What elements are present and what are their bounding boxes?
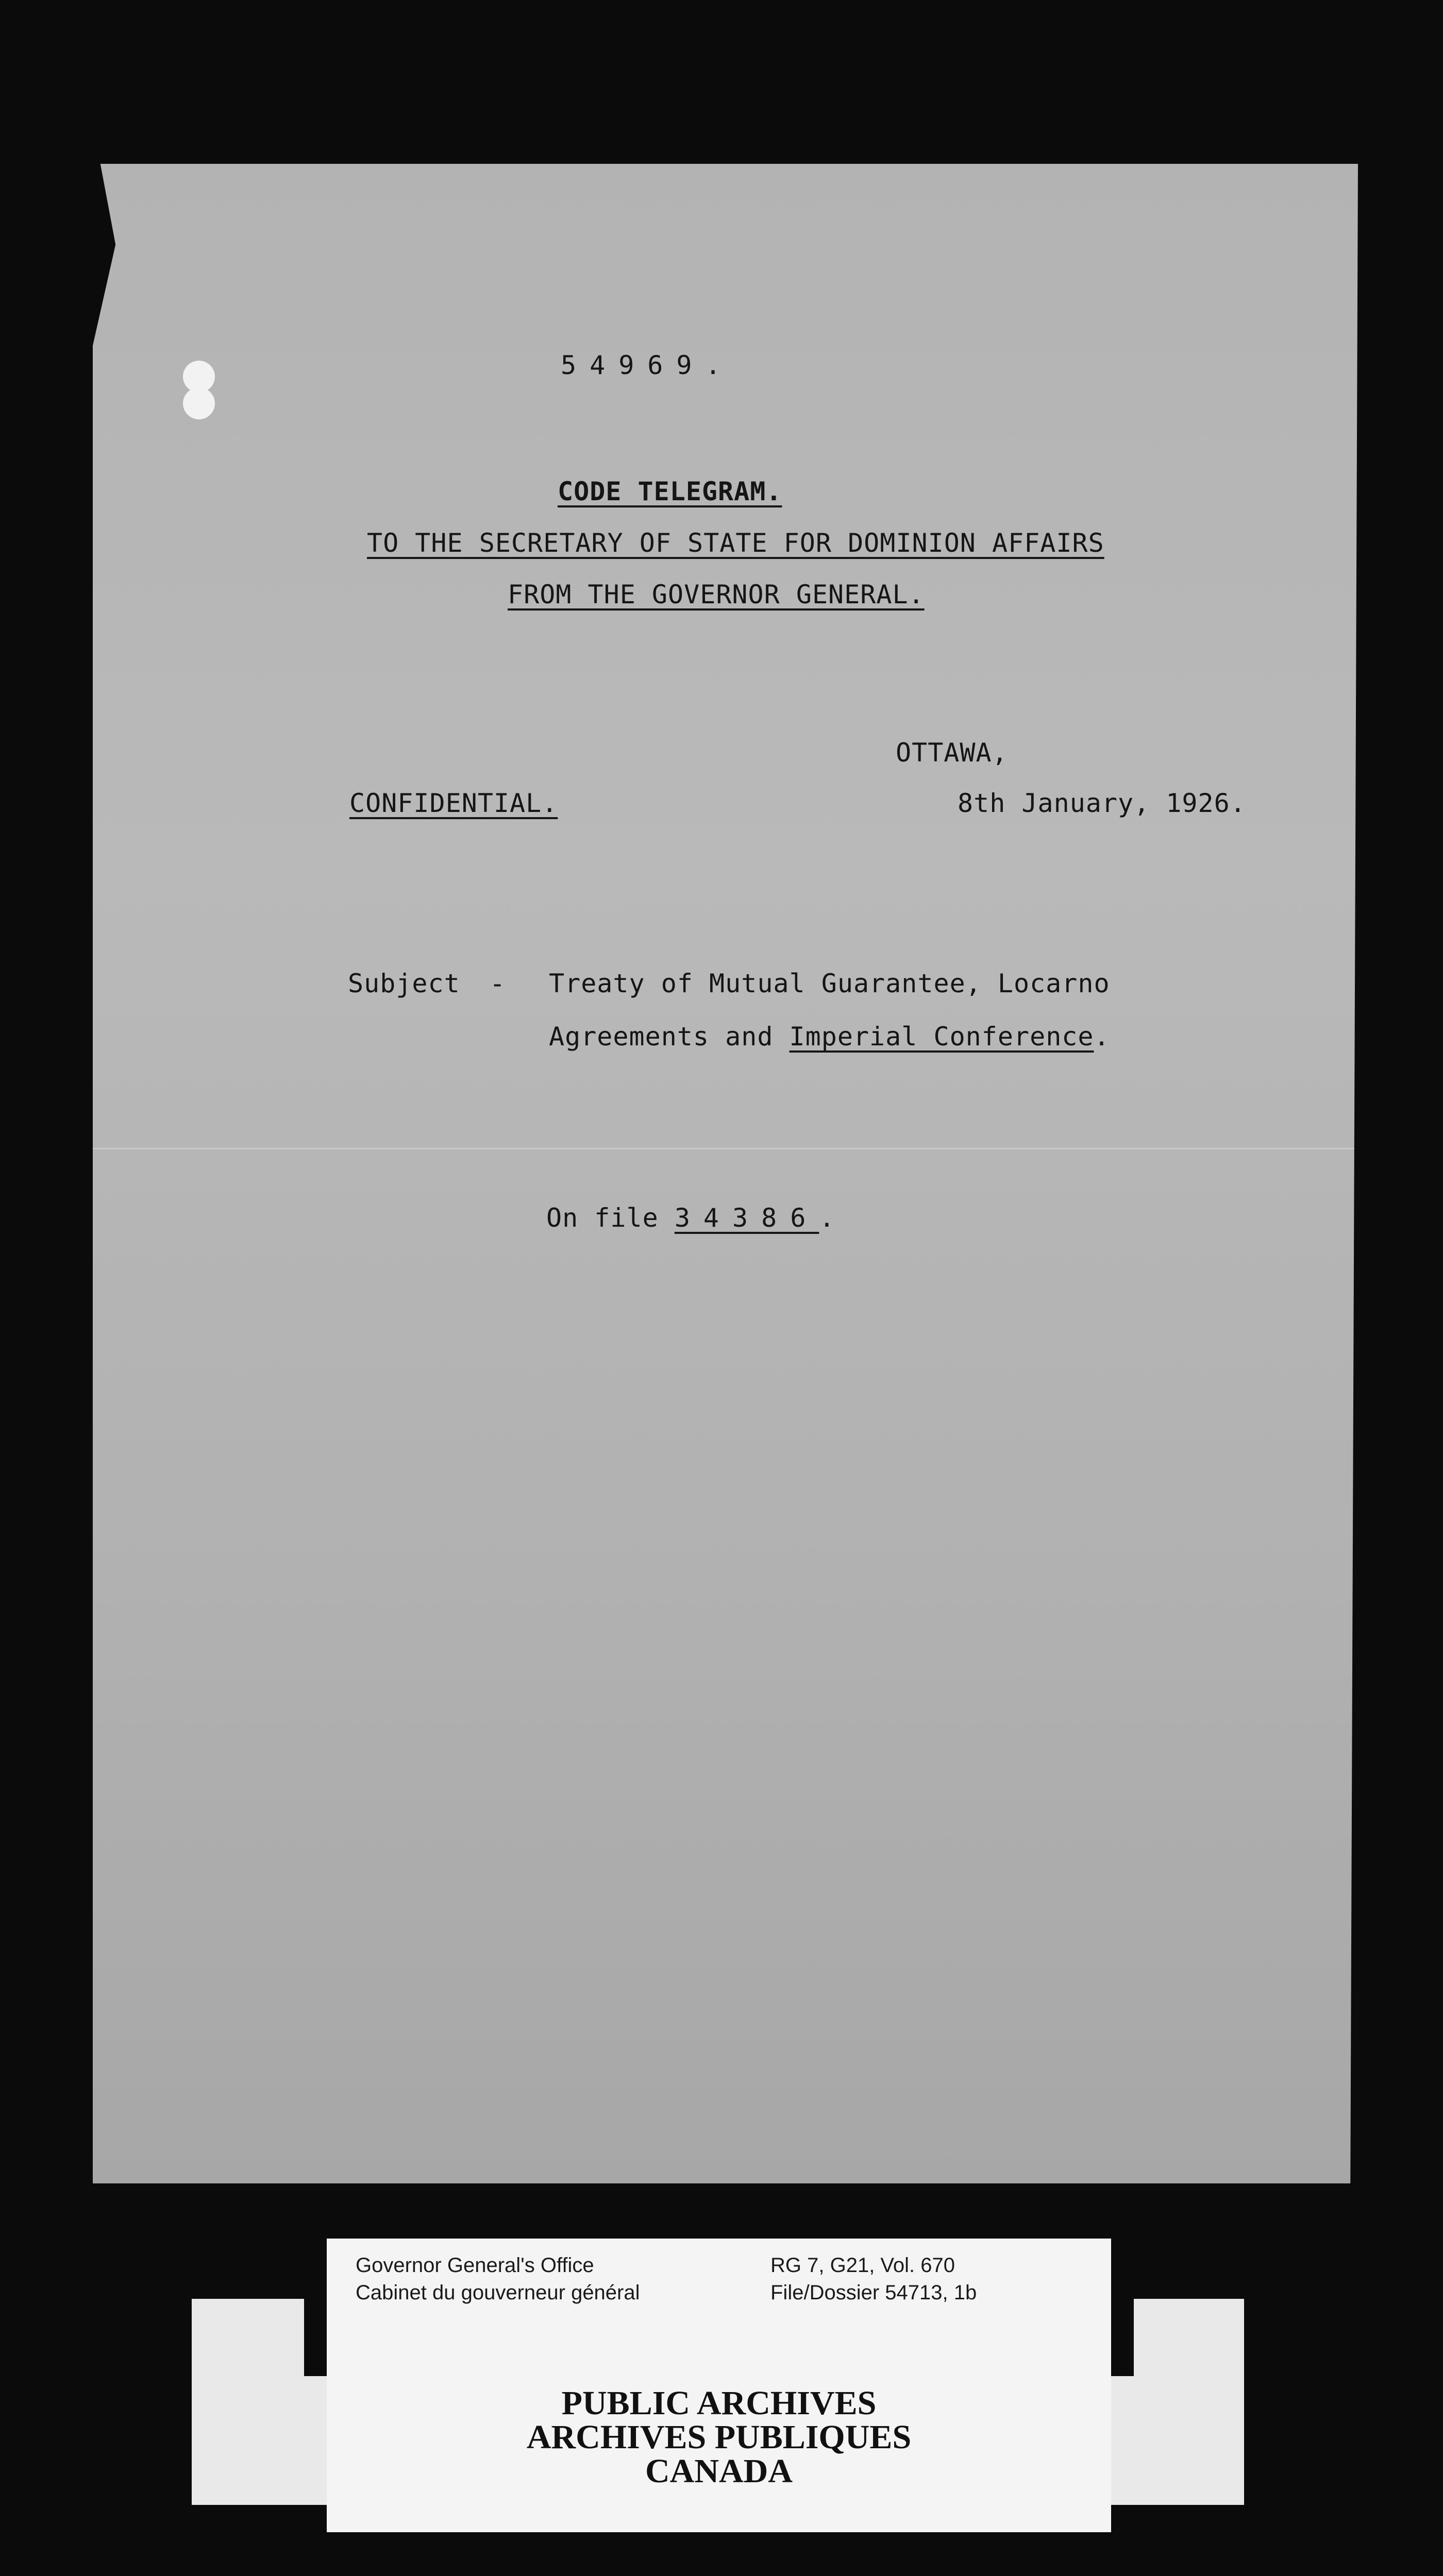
on-file-suffix: .	[819, 1203, 835, 1233]
file-number: 54969.	[561, 350, 734, 380]
telegram-heading: CODE TELEGRAM.	[558, 477, 782, 506]
label-notch-right	[1111, 2299, 1134, 2376]
office-french: Cabinet du gouverneur général	[356, 2281, 640, 2304]
place-line: OTTAWA,	[896, 738, 1008, 768]
subject-line-2-prefix: Agreements and	[549, 1022, 790, 1052]
archive-file-dossier: File/Dossier 54713, 1b	[770, 2281, 977, 2304]
subject-line-2-suffix: .	[1094, 1022, 1110, 1052]
on-file-line	[546, 1203, 835, 1233]
on-file-label: On file	[546, 1203, 675, 1233]
date-line: 8th January, 1926.	[958, 788, 1246, 818]
label-notch-left	[304, 2299, 327, 2376]
archive-stamp-line-1: PUBLIC ARCHIVES	[561, 2384, 877, 2422]
archive-stamp-line-3: CANADA	[645, 2452, 793, 2490]
on-file-number: 34386	[674, 1203, 819, 1233]
document-page	[93, 164, 1358, 2183]
classification: CONFIDENTIAL.	[349, 788, 558, 818]
punch-hole-bottom	[183, 387, 215, 419]
office-english: Governor General's Office	[356, 2254, 594, 2277]
subject-dash: -	[490, 969, 506, 998]
sender-line: FROM THE GOVERNOR GENERAL.	[508, 580, 925, 609]
subject-line-2	[549, 1022, 1110, 1052]
subject-line-1: Treaty of Mutual Guarantee, Locarno	[549, 969, 1110, 998]
subject-label: Subject	[348, 969, 460, 998]
recipient-line: TO THE SECRETARY OF STATE FOR DOMINION AFFAIRS	[367, 528, 1104, 558]
page-fold-line	[93, 1148, 1358, 1149]
archive-stamp-line-2: ARCHIVES PUBLIQUES	[526, 2418, 912, 2456]
subject-underlined-text: Imperial Conference	[789, 1022, 1094, 1052]
archive-reference: RG 7, G21, Vol. 670	[770, 2254, 955, 2277]
